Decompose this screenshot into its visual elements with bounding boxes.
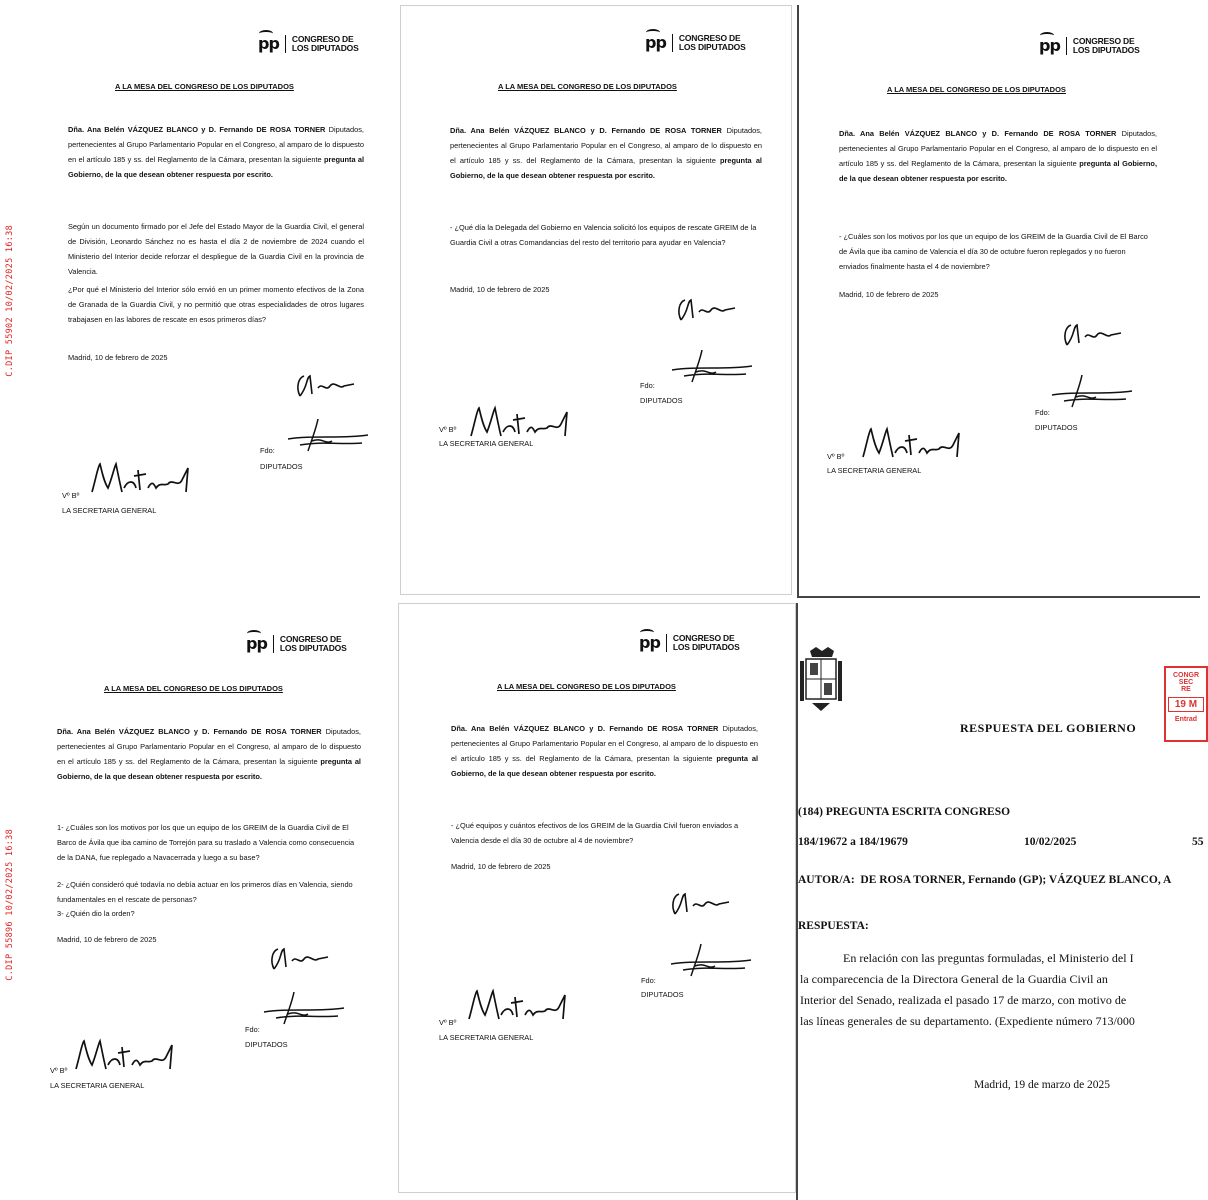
- diputados-label: DIPUTADOS: [245, 1040, 288, 1049]
- secretaria-label: LA SECRETARIA GENERAL: [439, 439, 534, 448]
- author-line: AUTOR/A: DE ROSA TORNER, Fernando (GP); VÁZQUEZ BLANCO, A: [798, 874, 1172, 886]
- response-line-4: las líneas generales de su departamento. (Expediente número 713/000: [800, 1014, 1135, 1028]
- logo-divider: [666, 634, 667, 652]
- deputy-signature-1: [262, 941, 332, 976]
- document-page-2: [400, 5, 792, 595]
- congreso-logo: [645, 33, 746, 52]
- deputy-signature-2: [666, 346, 756, 386]
- question-paragraph: ¿Por qué el Ministerio del Interior sólo envió en un primer momento efectivos de la Zona de Granada de la Guardia Civil, y no permitió que otras especialidades de otros lugares trabajasen en las labores de rescate en esos primeros días?: [68, 285, 364, 324]
- document-page-1: [0, 0, 398, 598]
- question-text: - ¿Qué día la Delegada del Gobierno en Valencia solicitó los equipos de rescate GREIM de la Guardia Civil a otras Comandancias del resto del territorio para ayudar en Valencia?: [450, 223, 757, 247]
- pp-logo-mark: pp: [645, 33, 666, 52]
- congreso-logo: [246, 634, 347, 653]
- congreso-logo: [258, 34, 359, 53]
- intro-paragraph: Dña. Ana Belén VÁZQUEZ BLANCO y D. Fernando DE ROSA TORNER Diputados, pertenecientes al Grupo Parlamentario Popular en el Congreso, al amparo de lo dispuesto en el artículo 185 y ss. del Reglamento de la Cámara, presentan la siguiente pregunta al Gobierno, de la que desean obtener respuesta por escrito.: [839, 129, 1157, 183]
- diputados-label: DIPUTADOS: [641, 990, 684, 999]
- fdo-label: Fdo:: [1035, 408, 1050, 417]
- visto-bueno-label: Vº Bº: [439, 425, 457, 434]
- response-line-1: En relación con las preguntas formuladas, el Ministerio del I: [843, 951, 1134, 965]
- question-2: 2- ¿Quién consideró qué todavía no debía actuar en los primeros días en Valencia, siendo fundamentales en el rescate de personas?: [57, 880, 353, 904]
- diputados-label: DIPUTADOS: [640, 396, 683, 405]
- question-1: 1- ¿Cuáles son los motivos por los que un equipo de los GREIM de la Guardia Civil de El Barco de Ávila que iba camino de Torrejón para su traslado a Valencia como consecuencia de la DANA, fue replegado a Navacerrada y luego a su base?: [57, 823, 355, 862]
- document-date: Madrid, 10 de febrero de 2025: [451, 862, 551, 871]
- secretary-signature: [465, 985, 575, 1027]
- congreso-logo: [1039, 36, 1140, 55]
- response-line-2: la comparecencia de la Directora General de la Guardia Civil an: [800, 972, 1108, 986]
- deputy-signature-1: [663, 886, 733, 921]
- deputy-signature-2: [665, 940, 755, 980]
- visto-bueno-label: Vº Bº: [62, 491, 80, 500]
- coat-of-arms-icon: [800, 645, 844, 715]
- document-date: Madrid, 10 de febrero de 2025: [450, 285, 550, 294]
- page-heading: A LA MESA DEL CONGRESO DE LOS DIPUTADOS: [115, 82, 294, 91]
- secretaria-label: LA SECRETARIA GENERAL: [62, 506, 157, 515]
- question-text: - ¿Qué equipos y cuántos efectivos de los GREIM de la Guardia Civil fueron enviados a Valencia desde el día 30 de octubre al 4 de noviembre?: [451, 821, 739, 845]
- fdo-label: Fdo:: [640, 381, 655, 390]
- secretary-signature: [467, 402, 577, 444]
- page-heading: A LA MESA DEL CONGRESO DE LOS DIPUTADOS: [498, 82, 677, 91]
- registry-stamp: C.DIP 55902 10/02/2025 16:38: [5, 225, 15, 377]
- logo-text: CONGRESO DE LOS DIPUTADOS: [291, 33, 359, 53]
- diputados-label: DIPUTADOS: [1035, 423, 1078, 432]
- registry-number: 55: [1192, 836, 1204, 848]
- expediente-range: 184/19672 a 184/19679: [798, 836, 908, 848]
- fdo-label: Fdo:: [245, 1025, 260, 1034]
- secretaria-label: LA SECRETARIA GENERAL: [439, 1033, 534, 1042]
- deputy-signature-2: [282, 415, 372, 455]
- context-paragraph: Según un documento firmado por el Jefe del Estado Mayor de la Guardia Civil, el general de División, Leonardo Sánchez no es hasta el día 2 de noviembre de 2024 cuando el Ministerio del Interior decide reforzar el despliegue de la Guardia Civil en la provincia de Valencia.: [68, 222, 364, 276]
- secretary-signature: [72, 1035, 182, 1077]
- secretary-signature: [88, 458, 198, 500]
- logo-divider: [273, 635, 274, 653]
- registry-entry-stamp: CONGR SEC RE 19 M Entrad: [1164, 666, 1208, 742]
- response-label: RESPUESTA:: [798, 920, 869, 932]
- deputy-signature-1: [1055, 317, 1125, 352]
- intro-paragraph: Dña. Ana Belén VÁZQUEZ BLANCO y D. Fernando DE ROSA TORNER Diputados, pertenecientes al Grupo Parlamentario Popular en el Congreso, al amparo de lo dispuesto en el artículo 185 y ss. del Reglamento de la Cámara, presentan la siguiente pregunta al Gobierno, de la que desean obtener respuesta por escrito.: [451, 724, 758, 778]
- intro-paragraph: Dña. Ana Belén VÁZQUEZ BLANCO y D. Fernando DE ROSA TORNER Diputados, pertenecientes al Grupo Parlamentario Popular en el Congreso, al amparo de lo dispuesto en el artículo 185 y ss. del Reglamento de la Cámara, presentan la siguiente pregunta al Gobierno, de la que desean obtener respuesta por escrito.: [450, 126, 762, 180]
- response-date: Madrid, 19 de marzo de 2025: [974, 1079, 1111, 1091]
- deputy-signature-2: [1046, 371, 1136, 411]
- document-date: Madrid, 10 de febrero de 2025: [68, 353, 168, 362]
- visto-bueno-label: Vº Bº: [827, 452, 845, 461]
- document-page-4: [0, 603, 398, 1200]
- question-type: (184) PREGUNTA ESCRITA CONGRESO: [798, 806, 1011, 818]
- deputy-signature-1: [669, 292, 739, 327]
- secretaria-label: LA SECRETARIA GENERAL: [827, 466, 922, 475]
- logo-divider: [672, 34, 673, 52]
- deputy-signature-2: [258, 988, 348, 1028]
- pp-logo-mark: pp: [1039, 36, 1060, 55]
- pp-logo-mark: pp: [639, 633, 660, 652]
- logo-text: CONGRESO DE LOS DIPUTADOS: [678, 32, 746, 52]
- document-page-5: [398, 603, 796, 1193]
- logo-text: CONGRESO DE LOS DIPUTADOS: [279, 633, 347, 653]
- diputados-label: DIPUTADOS: [260, 462, 303, 471]
- logo-divider: [1066, 37, 1067, 55]
- congreso-logo: [639, 633, 740, 652]
- document-page-3: [797, 5, 1200, 598]
- government-response-page: [796, 603, 1204, 1200]
- document-date: Madrid, 10 de febrero de 2025: [57, 935, 157, 944]
- fdo-label: Fdo:: [641, 976, 656, 985]
- response-title: RESPUESTA DEL GOBIERNO: [960, 721, 1137, 735]
- logo-text: CONGRESO DE LOS DIPUTADOS: [672, 632, 740, 652]
- response-line-3: Interior del Senado, realizada el pasado 17 de marzo, con motivo de: [800, 993, 1127, 1007]
- pp-logo-mark: pp: [246, 634, 267, 653]
- page-heading: A LA MESA DEL CONGRESO DE LOS DIPUTADOS: [887, 85, 1066, 94]
- question-date: 10/02/2025: [1024, 836, 1077, 848]
- deputy-signature-1: [288, 368, 358, 403]
- logo-text: CONGRESO DE LOS DIPUTADOS: [1072, 35, 1140, 55]
- intro-paragraph: Dña. Ana Belén VÁZQUEZ BLANCO y D. Fernando DE ROSA TORNER Diputados, pertenecientes al Grupo Parlamentario Popular en el Congreso, al amparo de lo dispuesto en el artículo 185 y ss. del Reglamento de la Cámara, presentan la siguiente pregunta al Gobierno, de la que desean obtener respuesta por escrito.: [68, 125, 365, 179]
- question-text: - ¿Cuáles son los motivos por los que un equipo de los GREIM de la Guardia Civil de El Barco de Ávila que iba camino de Valencia el día 30 de octubre fueron replegados y no fueron enviados finalmente hasta el 4 de noviembre?: [839, 232, 1148, 271]
- page-heading: A LA MESA DEL CONGRESO DE LOS DIPUTADOS: [104, 684, 283, 693]
- page-heading: A LA MESA DEL CONGRESO DE LOS DIPUTADOS: [497, 682, 676, 691]
- pp-logo-mark: pp: [258, 34, 279, 53]
- visto-bueno-label: Vº Bº: [50, 1066, 68, 1075]
- logo-divider: [285, 35, 286, 53]
- fdo-label: Fdo:: [260, 446, 275, 455]
- registry-stamp: C.DIP 55896 10/02/2025 16:38: [5, 829, 15, 981]
- visto-bueno-label: Vº Bº: [439, 1018, 457, 1027]
- secretary-signature: [859, 423, 969, 465]
- question-3: 3- ¿Quién dio la orden?: [57, 909, 135, 918]
- intro-paragraph: Dña. Ana Belén VÁZQUEZ BLANCO y D. Fernando DE ROSA TORNER Diputados, pertenecientes al Grupo Parlamentario Popular en el Congreso, al amparo de lo dispuesto en el artículo 185 y ss. del Reglamento de la Cámara, presentan la siguiente pregunta al Gobierno, de la que desean obtener respuesta por escrito.: [57, 727, 361, 781]
- document-date: Madrid, 10 de febrero de 2025: [839, 290, 939, 299]
- secretaria-label: LA SECRETARIA GENERAL: [50, 1081, 145, 1090]
